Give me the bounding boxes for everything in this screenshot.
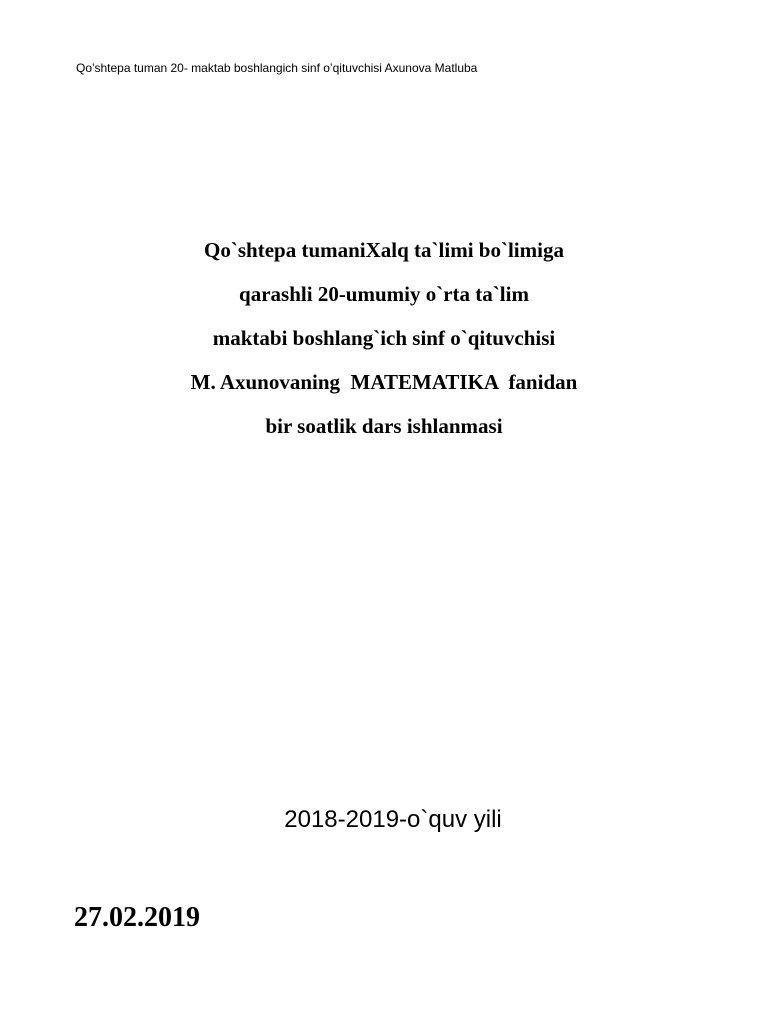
title-line-4: M. Axunovaning MATEMATIKA fanidan [190, 370, 578, 394]
title-line-1: Qo`shtepa tumaniXalq ta`limi bo`limiga [204, 238, 564, 262]
title-line-2: qarashli 20-umumiy o`rta ta`lim [239, 282, 529, 306]
document-title [0, 228, 768, 448]
page-header: Qo’shtepa tuman 20- maktab boshlangich sinf o’qituvchisi Axunova Matluba [76, 61, 478, 75]
title-line-3: maktabi boshlang`ich sinf o`qituvchisi [212, 326, 556, 350]
document-date: 27.02.2019 [74, 902, 200, 933]
academic-year: 2018-2019-o`quv yili [284, 806, 502, 833]
title-line-5: bir soatlik dars ishlanmasi [265, 414, 503, 438]
